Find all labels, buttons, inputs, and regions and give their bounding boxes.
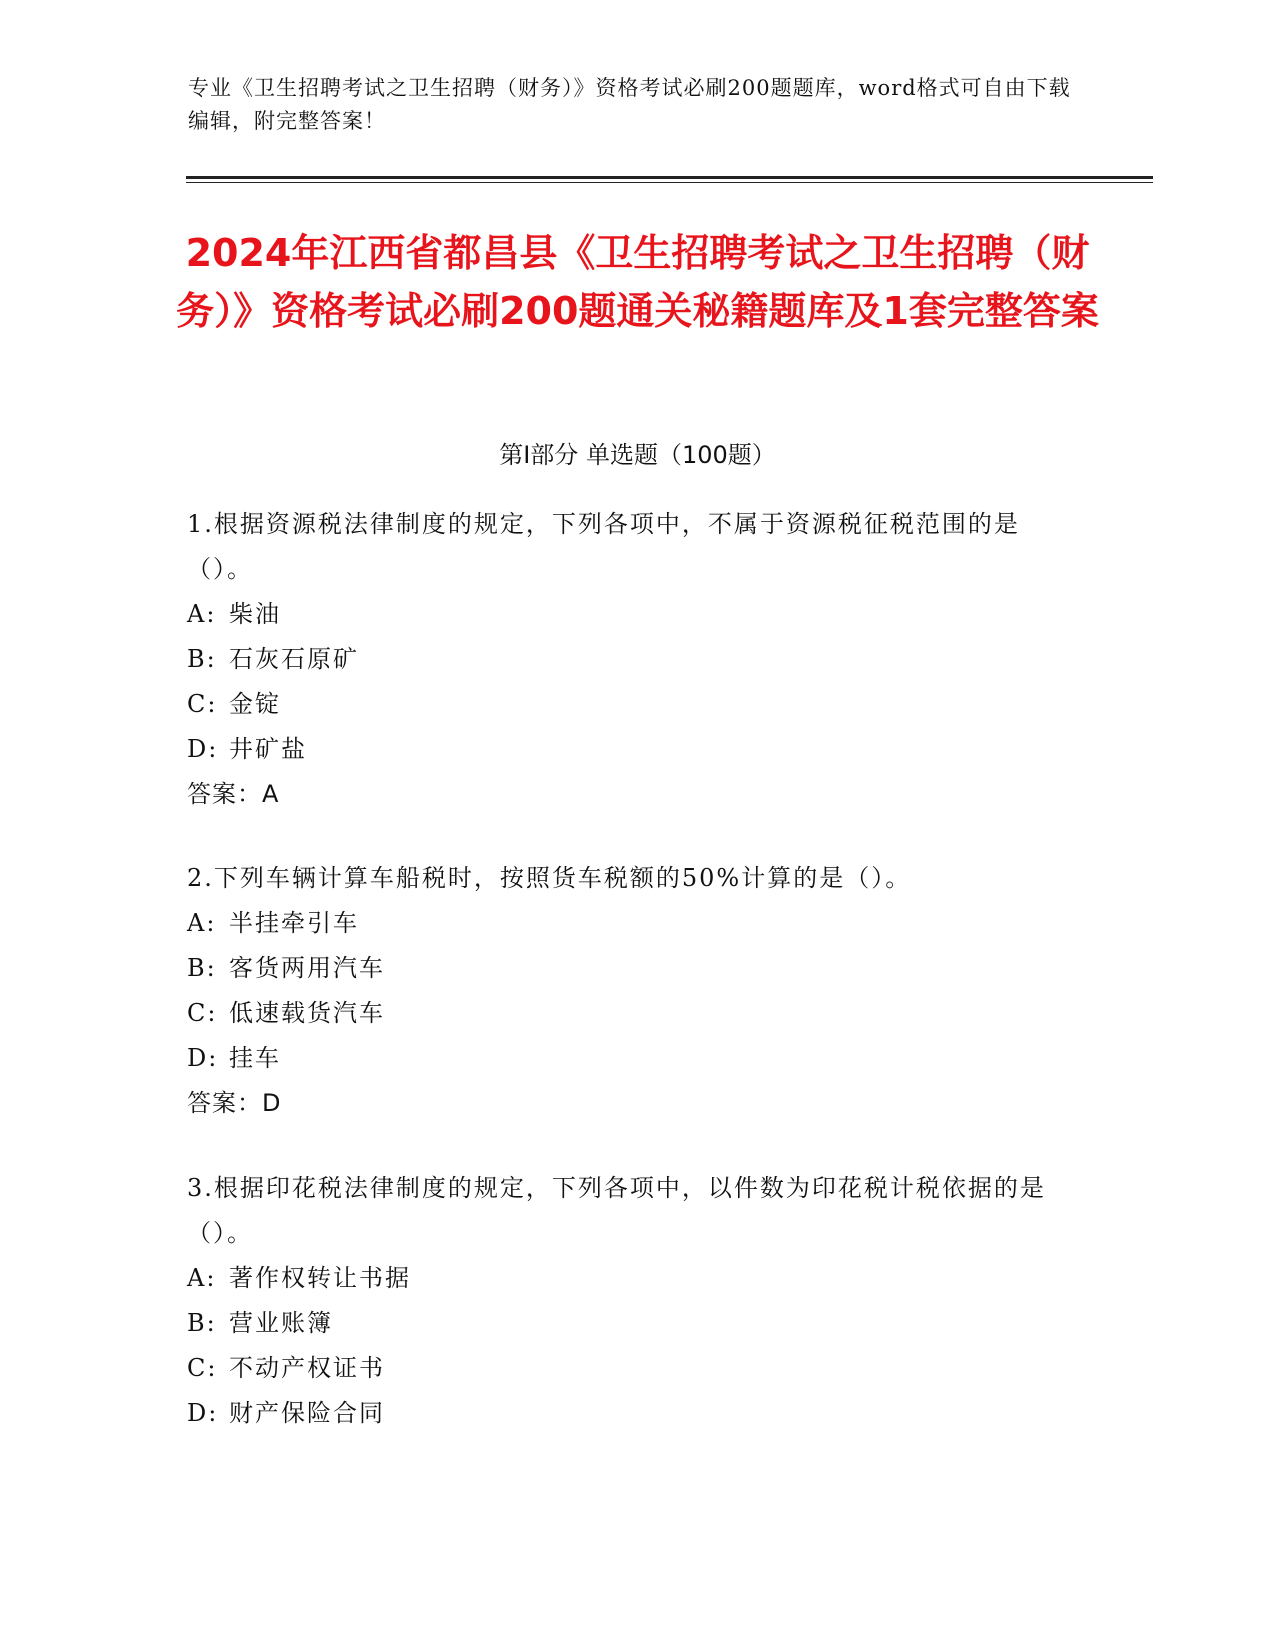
question-option	[187, 637, 1067, 682]
option-letter: D:	[187, 735, 219, 763]
option-text: 半挂牵引车	[229, 909, 359, 937]
option-text: 柴油	[229, 600, 281, 628]
question-1	[187, 502, 1067, 817]
option-text: 著作权转让书据	[229, 1264, 411, 1292]
option-letter: D:	[187, 1044, 219, 1072]
question-option	[187, 1391, 1067, 1436]
question-answer: 答案：D	[187, 1089, 282, 1117]
option-text: 金锭	[229, 690, 281, 718]
option-text: 井矿盐	[229, 735, 307, 763]
question-option	[187, 901, 1067, 946]
option-text: 低速载货汽车	[229, 999, 385, 1027]
option-letter: D:	[187, 1399, 219, 1427]
option-text: 挂车	[229, 1044, 281, 1072]
option-letter: C:	[187, 690, 218, 718]
question-stem: 1.根据资源税法律制度的规定，下列各项中，不属于资源税征税范围的是（）。	[187, 510, 1020, 583]
option-text: 石灰石原矿	[229, 645, 359, 673]
question-option	[187, 946, 1067, 991]
option-letter: A:	[187, 909, 217, 937]
question-2	[187, 856, 1067, 1126]
option-letter: A:	[187, 600, 217, 628]
option-letter: C:	[187, 1354, 218, 1382]
question-option	[187, 1036, 1067, 1081]
header-note: 专业《卫生招聘考试之卫生招聘（财务）》资格考试必刷200题题库，word格式可自由下载编辑，附完整答案！	[188, 76, 1071, 133]
option-text: 财产保险合同	[229, 1399, 385, 1427]
question-stem: 3.根据印花税法律制度的规定，下列各项中，以件数为印花税计税依据的是（）。	[187, 1174, 1046, 1247]
option-text: 营业账簿	[229, 1309, 333, 1337]
option-letter: B:	[187, 1309, 217, 1337]
question-option	[187, 1256, 1067, 1301]
option-text: 不动产权证书	[229, 1354, 385, 1382]
option-letter: C:	[187, 999, 218, 1027]
document-title: 2024年江西省都昌县《卫生招聘考试之卫生招聘（财务）》资格考试必刷200题通关秘籍题库及1套完整答案	[176, 231, 1099, 333]
section-title: 第Ⅰ部分 单选题（100题）	[499, 441, 776, 469]
option-letter: A:	[187, 1264, 217, 1292]
option-text: 客货两用汽车	[229, 954, 385, 982]
question-option	[187, 1346, 1067, 1391]
question-option	[187, 727, 1067, 772]
option-letter: B:	[187, 954, 217, 982]
option-letter: B:	[187, 645, 217, 673]
question-option	[187, 592, 1067, 637]
question-option	[187, 682, 1067, 727]
question-option	[187, 991, 1067, 1036]
question-option	[187, 1301, 1067, 1346]
question-3	[187, 1166, 1067, 1436]
question-stem: 2.下列车辆计算车船税时，按照货车税额的50%计算的是（）。	[187, 864, 912, 892]
question-answer: 答案：A	[187, 780, 280, 808]
header-divider-thin	[186, 182, 1153, 183]
header-divider-thick	[186, 176, 1153, 179]
